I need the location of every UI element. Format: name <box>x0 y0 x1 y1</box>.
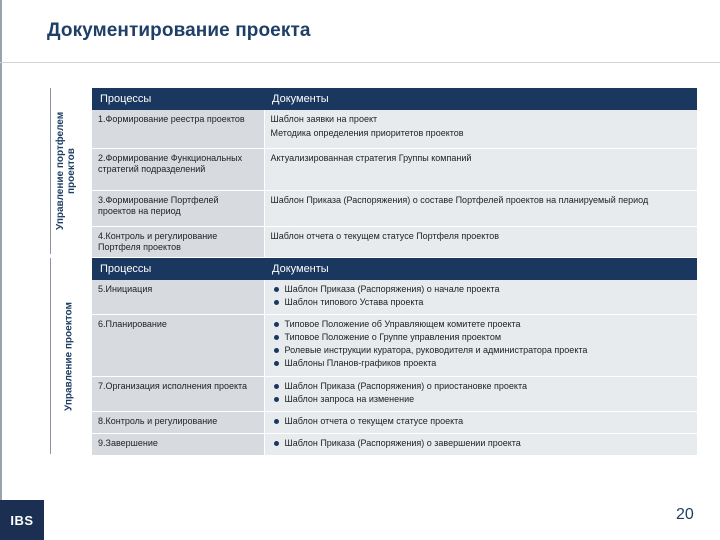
table-row <box>92 190 697 226</box>
side-divider-project <box>50 258 51 454</box>
page-number: 20 <box>676 506 694 523</box>
document-item: Методика определения приоритетов проектов <box>270 128 464 138</box>
document-item: Шаблон отчета о текущем статусе Портфеля проектов <box>270 230 500 241</box>
document-item: Шаблон Приказа (Распоряжения) о составе Портфелей проектов на планируемый период <box>270 194 649 205</box>
document-item: Шаблон Приказа (Распоряжения) о приостановке проекта <box>285 381 692 392</box>
document-item: Шаблон заявки на проект <box>270 114 378 124</box>
table-row <box>92 226 697 257</box>
document-item: Шаблоны Планов-графиков проекта <box>285 358 692 369</box>
documents-cell <box>264 280 697 315</box>
header-processes: Процессы <box>92 258 264 280</box>
table-row <box>92 148 697 190</box>
document-list <box>271 284 692 308</box>
project-table <box>92 258 697 456</box>
documents-cell <box>264 412 697 434</box>
process-cell: 9.Завершение <box>92 434 264 456</box>
table-row <box>92 412 697 434</box>
documents-cell <box>264 226 697 257</box>
table-row <box>92 280 697 315</box>
side-label-portfolio: Управление портфелем проектов <box>55 111 77 231</box>
document-list <box>271 319 692 369</box>
document-item: Актуализированная стратегия Группы компаний <box>270 152 472 163</box>
document-item: Шаблон запроса на изменение <box>285 394 692 405</box>
header-documents: Документы <box>264 88 697 110</box>
process-cell: 2.Формирование Функциональных стратегий подразделений <box>92 148 264 190</box>
documents-cell <box>264 148 697 190</box>
table-header-row <box>92 88 697 110</box>
document-item: Шаблон Приказа (Распоряжения) о начале проекта <box>285 284 692 295</box>
process-cell: 5.Инициация <box>92 280 264 315</box>
document-list <box>271 416 692 427</box>
header-processes: Процессы <box>92 88 264 110</box>
documents-cell <box>264 110 697 148</box>
table-row <box>92 315 697 377</box>
side-label-project: Управление проектом <box>63 302 75 412</box>
document-item: Шаблон отчета о текущем статусе проекта <box>285 416 692 427</box>
document-item: Шаблон типового Устава проекта <box>285 297 692 308</box>
page-title: Документирование проекта <box>47 20 311 41</box>
documents-cell <box>264 434 697 456</box>
documents-cell <box>264 315 697 377</box>
document-list <box>271 438 692 449</box>
document-item: Типовое Положение о Группе управления проектом <box>285 332 692 343</box>
table-row <box>92 434 697 456</box>
documents-cell <box>264 190 697 226</box>
table-row <box>92 377 697 412</box>
process-cell: 7.Организация исполнения проекта <box>92 377 264 412</box>
document-item: Ролевые инструкции куратора, руководителя и администратора проекта <box>285 345 692 356</box>
document-list <box>271 381 692 405</box>
document-item: Типовое Положение об Управляющем комитете проекта <box>285 319 692 330</box>
table-header-row <box>92 258 697 280</box>
ibs-logo: IBS <box>0 500 44 540</box>
table-row <box>92 110 697 148</box>
process-cell: 1.Формирование реестра проектов <box>92 110 264 148</box>
process-cell: 4.Контроль и регулирование Портфеля проектов <box>92 226 264 257</box>
header-documents: Документы <box>264 258 697 280</box>
title-divider <box>0 62 720 63</box>
process-cell: 8.Контроль и регулирование <box>92 412 264 434</box>
side-divider-portfolio <box>50 88 51 254</box>
left-border-line <box>0 0 2 540</box>
process-cell: 3.Формирование Портфелей проектов на период <box>92 190 264 226</box>
process-cell: 6.Планирование <box>92 315 264 377</box>
portfolio-table <box>92 88 697 258</box>
documents-cell <box>264 377 697 412</box>
document-item: Шаблон Приказа (Распоряжения) о завершении проекта <box>285 438 692 449</box>
